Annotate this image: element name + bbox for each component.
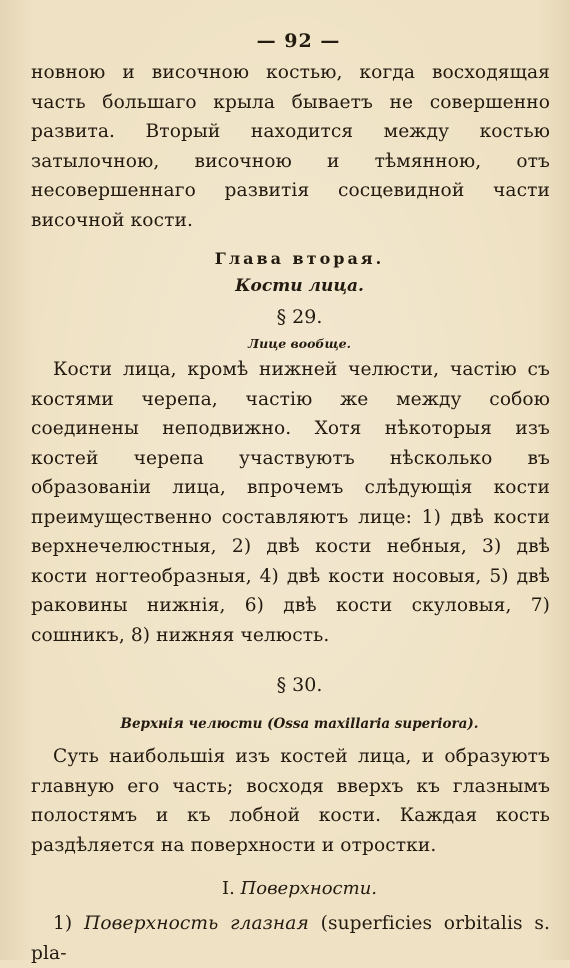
section-29-paragraph: Кости лица, кромѣ нижней челюсти, частію съ костями черепа, частію же между собою соединены неподвижно. Хотя нѣкоторыя изъ костей черепа участвуютъ нѣсколько въ образованіи лица, впрочемъ слѣдующія кости преимущественно составляютъ лице: 1) двѣ кости верхнечелюстныя, 2) двѣ кости небныя, 3) двѣ кости ногтеобразныя, 4) двѣ кости носовыя, 5) двѣ раковины нижнія, 6) двѣ кости скуловыя, 7) сошникъ, 8) нижняя челюсть. [31,359,550,646]
chapter-subtitle: Кости лица. [235,276,364,296]
subsection-heading [49,878,550,899]
chapter-title: Глава вторая. [214,249,385,268]
section-29-heading: Лице вообще. [248,336,351,351]
item-1-title: Поверхность глазная [84,913,309,934]
item-1-latin: (superficies orbitalis s. pla- [31,913,550,964]
page-number: — 92 — [256,30,341,52]
subsection-title: Поверхности. [240,878,378,899]
continued-paragraph: новною и височною костью, когда восходящая часть большаго крыла бываетъ не совершенно развита. Вторый находится между костью затылочною, височною и тѣмянною, отъ несовершеннаго развитія сосцевидной части височной кости. [31,62,550,231]
section-30-paragraph: Суть наибольшія изъ костей лица, и образуютъ главную его часть; восходя вверхъ къ глазнымъ полостямъ и къ лобной кости. Каждая кость раздѣляется на поверхности и отростки. [31,746,550,856]
item-1-number: 1) [53,913,73,934]
section-29-number: § 29. [276,306,323,328]
item-1-line [31,909,550,968]
subsection-numeral: I. [221,878,235,899]
section-30-heading: Верхнія челюсти (Ossa maxillaria superiora). [120,716,479,732]
section-30-number: § 30. [276,674,323,696]
